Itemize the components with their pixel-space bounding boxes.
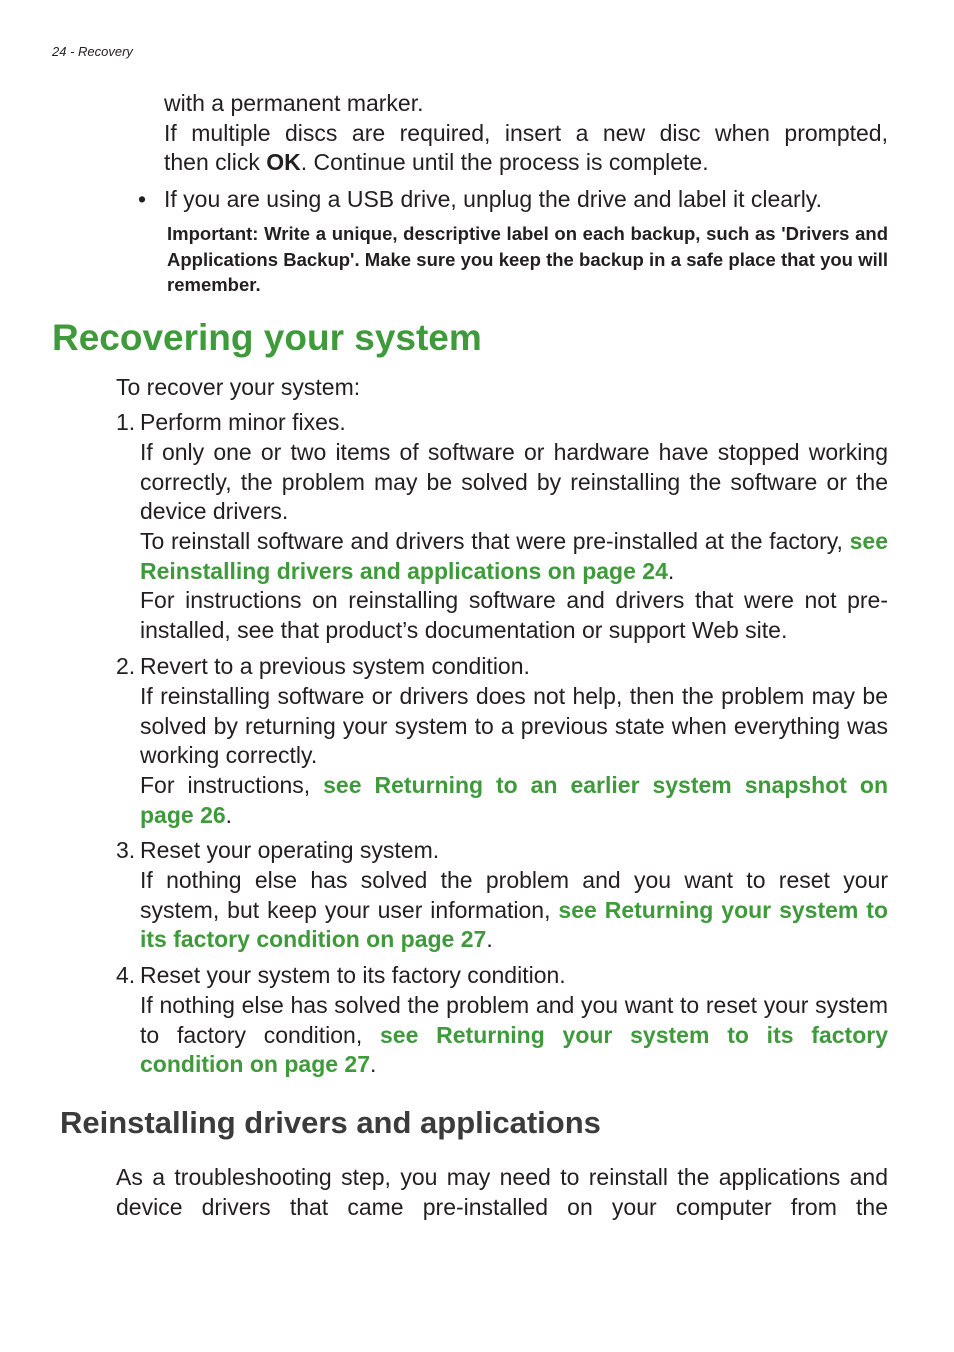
item-heading: Reset your operating system. — [140, 837, 440, 863]
running-head: 24 - Recovery — [52, 44, 133, 59]
text-run: . — [486, 926, 493, 952]
multiple-discs-line1: If multiple discs are required, insert a new disc when prompted, — [164, 120, 888, 146]
reinstall-paragraph: As a troubleshooting step, you may need to reinstall the applications and device drivers that came pre-installed on your computer from the — [116, 1164, 888, 1220]
item-heading: Reset your system to its factory condition. — [140, 962, 566, 988]
text-run: To reinstall software and drivers that were pre-installed at the factory, — [140, 528, 850, 554]
text-run: . — [667, 557, 675, 584]
link-factory-condition[interactable]: see Returning your system to its factory condition on page 27 — [140, 896, 889, 952]
item-paragraph: For instructions on reinstalling software and drivers that were not pre-installed, see that product’s documentation or support Web site. — [140, 587, 888, 643]
section-title-reinstalling: Reinstalling drivers and applications — [60, 1105, 601, 1140]
continued-line: with a permanent marker. — [164, 90, 424, 116]
item-number: 2. — [116, 653, 136, 679]
text-run: then click — [164, 149, 267, 175]
item-paragraph: If only one or two items of software or hardware have stopped working correctly, the problem may be solved by reinstalling the software or the device drivers. — [140, 439, 888, 524]
link-reinstalling-drivers[interactable]: see Reinstalling drivers and applications on page 24 — [140, 528, 888, 584]
bullet-dot: • — [138, 186, 147, 212]
text-run: For instructions, — [140, 772, 324, 798]
link-factory-condition[interactable]: see Returning your system to its factory condition on page 27 — [140, 1021, 888, 1077]
item-paragraph — [140, 527, 888, 586]
text-run: . Continue until the process is complete. — [300, 149, 709, 175]
link-earlier-snapshot[interactable]: see Returning to an earlier system snapshot on page 26 — [140, 772, 888, 828]
important-note: Important: Write a unique, descriptive label on each backup, such as 'Drivers and Applications Backup'. Make sure you keep the backup in a safe place that you will remember. — [167, 223, 888, 295]
item-paragraph — [140, 866, 888, 955]
item-paragraph — [140, 771, 888, 830]
text-run: . — [370, 1051, 377, 1077]
text-run: . — [225, 801, 233, 828]
ok-bold: OK — [266, 149, 301, 175]
item-heading: Revert to a previous system condition. — [140, 653, 530, 679]
text-run: If nothing else has solved the problem and you want to reset your system, but keep your user information, — [140, 867, 888, 923]
usb-bullet-text: If you are using a USB drive, unplug the drive and label it clearly. — [164, 186, 822, 212]
item-paragraph — [140, 991, 888, 1080]
item-paragraph: If reinstalling software or drivers does not help, then the problem may be solved by returning your system to a previous state when everything was working correctly. — [140, 683, 888, 768]
item-number: 1. — [116, 409, 136, 435]
section-title-recovering: Recovering your system — [52, 317, 482, 358]
multiple-discs-line2 — [164, 148, 888, 178]
item-number: 4. — [116, 962, 136, 988]
item-heading: Perform minor fixes. — [140, 409, 346, 435]
recover-intro: To recover your system: — [116, 374, 361, 400]
text-run: If nothing else has solved the problem and you want to reset your system to factory condition, — [140, 992, 888, 1048]
item-number: 3. — [116, 837, 136, 863]
